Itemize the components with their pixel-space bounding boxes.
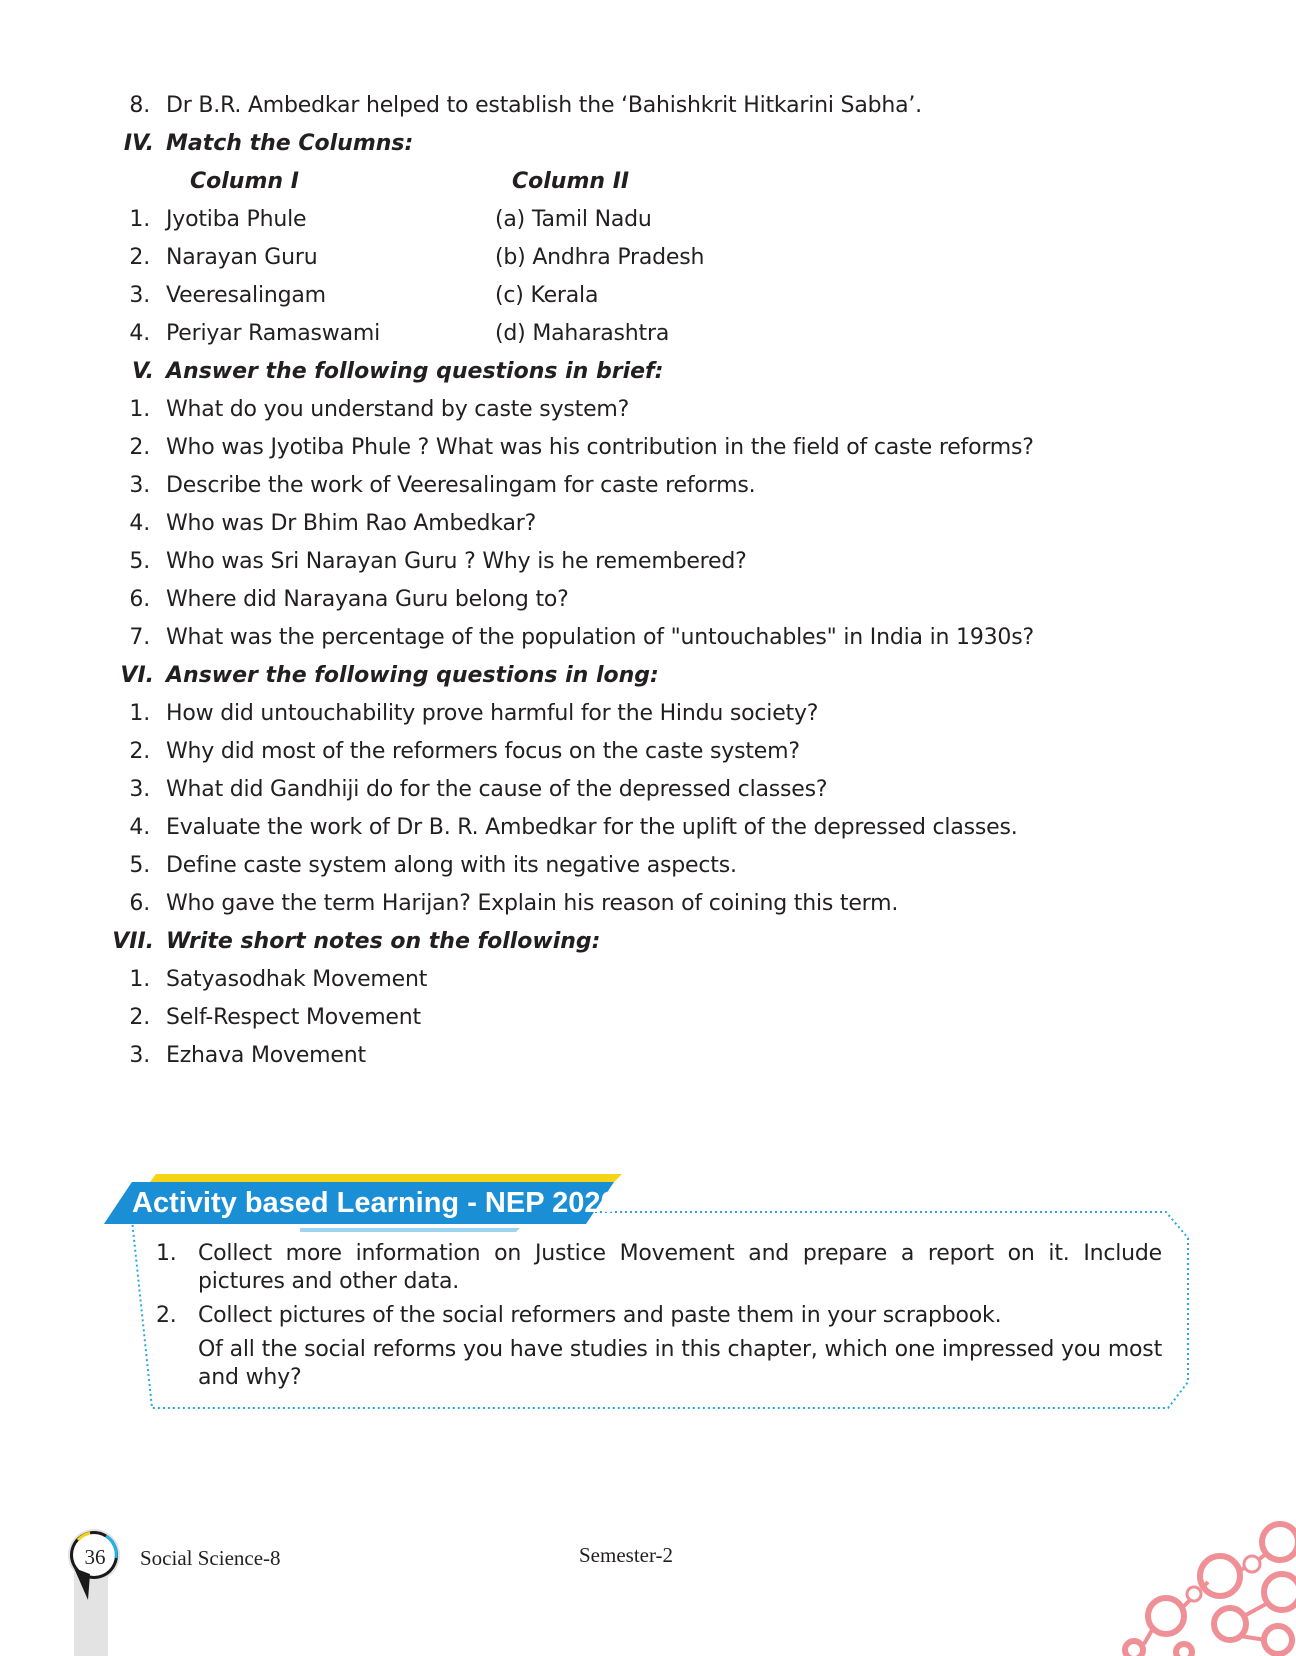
item-number: 4. xyxy=(129,321,150,346)
item-number: 7. xyxy=(129,625,150,650)
section-title: Write short notes on the following: xyxy=(166,929,601,954)
item-text: What did Gandhiji do for the cause of the depressed classes? xyxy=(166,777,828,802)
item-text: Collect pictures of the social reformers and paste them in your scrapbook. xyxy=(198,1303,1002,1328)
item-number: 4. xyxy=(129,815,150,840)
item-text: How did untouchability prove harmful for the Hindu society? xyxy=(166,701,819,726)
item-number: 1. xyxy=(129,701,150,726)
match-left: Periyar Ramaswami xyxy=(166,321,380,346)
section-roman: V. xyxy=(132,359,154,384)
page-number: 36 xyxy=(84,1545,106,1569)
item-number: 5. xyxy=(129,853,150,878)
section-roman: IV. xyxy=(123,131,154,156)
item-text: Describe the work of Veeresalingam for caste reforms. xyxy=(166,473,756,498)
match-right: (c) Kerala xyxy=(495,283,599,308)
item-text: Collect more information on Justice Movement and prepare a report on it. Include pictures and other data. xyxy=(198,1241,1162,1294)
match-right: (b) Andhra Pradesh xyxy=(495,245,705,270)
activity-extra-question: Of all the social reforms you have studies in this chapter, which one impressed you most and why? xyxy=(198,1337,1162,1390)
column-i-header: Column I xyxy=(190,169,299,194)
item-number: 2. xyxy=(156,1303,177,1328)
section-roman: VII. xyxy=(112,929,154,954)
item-number: 6. xyxy=(129,587,150,612)
item-text: Dr B.R. Ambedkar helped to establish the ‘Bahishkrit Hitkarini Sabha’. xyxy=(166,93,922,118)
item-text: Who gave the term Harijan? Explain his reason of coining this term. xyxy=(166,891,899,916)
item-number: 6. xyxy=(129,891,150,916)
item-number: 1. xyxy=(129,397,150,422)
item-text: Who was Sri Narayan Guru ? Why is he remembered? xyxy=(166,549,747,574)
item-number: 1. xyxy=(129,207,150,232)
semester-label: Semester-2 xyxy=(579,1543,674,1567)
item-number: 3. xyxy=(129,283,150,308)
activity-title: Activity based Learning - NEP 2020 xyxy=(132,1187,617,1219)
match-left: Narayan Guru xyxy=(166,245,318,270)
item-number: 1. xyxy=(156,1241,177,1266)
section-roman: VI. xyxy=(120,663,154,688)
match-left: Jyotiba Phule xyxy=(166,207,307,232)
item-text: Evaluate the work of Dr B. R. Ambedkar for the uplift of the depressed classes. xyxy=(166,815,1018,840)
section-title: Match the Columns: xyxy=(166,131,414,156)
item-number: 4. xyxy=(129,511,150,536)
activity-item xyxy=(0,1302,1296,1332)
item-number: 3. xyxy=(129,1043,150,1068)
item-number: 5. xyxy=(129,549,150,574)
match-left: Veeresalingam xyxy=(166,283,326,308)
item-number: 2. xyxy=(129,1005,150,1030)
item-number: 3. xyxy=(129,777,150,802)
bubbles-decor xyxy=(1120,1516,1296,1656)
section-title: Answer the following questions in long: xyxy=(166,663,659,688)
item-text: Satyasodhak Movement xyxy=(166,967,428,992)
item-number: 2. xyxy=(129,739,150,764)
book-title: Social Science-8 xyxy=(140,1546,281,1570)
match-right: (d) Maharashtra xyxy=(495,321,670,346)
item-text: Who was Dr Bhim Rao Ambedkar? xyxy=(166,511,537,536)
item-number: 2. xyxy=(129,245,150,270)
item-text: What do you understand by caste system? xyxy=(166,397,630,422)
item-text: Self-Respect Movement xyxy=(166,1005,421,1030)
item-text: Ezhava Movement xyxy=(166,1043,366,1068)
column-ii-header: Column II xyxy=(512,169,630,194)
item-text: Who was Jyotiba Phule ? What was his contribution in the field of caste reforms? xyxy=(166,435,1034,460)
item-number: 2. xyxy=(129,435,150,460)
item-number: 8. xyxy=(129,93,150,118)
match-right: (a) Tamil Nadu xyxy=(495,207,652,232)
item-text: Where did Narayana Guru belong to? xyxy=(166,587,569,612)
item-text: Why did most of the reformers focus on the caste system? xyxy=(166,739,800,764)
item-text: Define caste system along with its negative aspects. xyxy=(166,853,737,878)
section-title: Answer the following questions in brief: xyxy=(166,359,664,384)
item-text: What was the percentage of the population of "untouchables" in India in 1930s? xyxy=(166,625,1034,650)
item-number: 3. xyxy=(129,473,150,498)
activity-item xyxy=(0,1240,1296,1300)
item-number: 1. xyxy=(129,967,150,992)
